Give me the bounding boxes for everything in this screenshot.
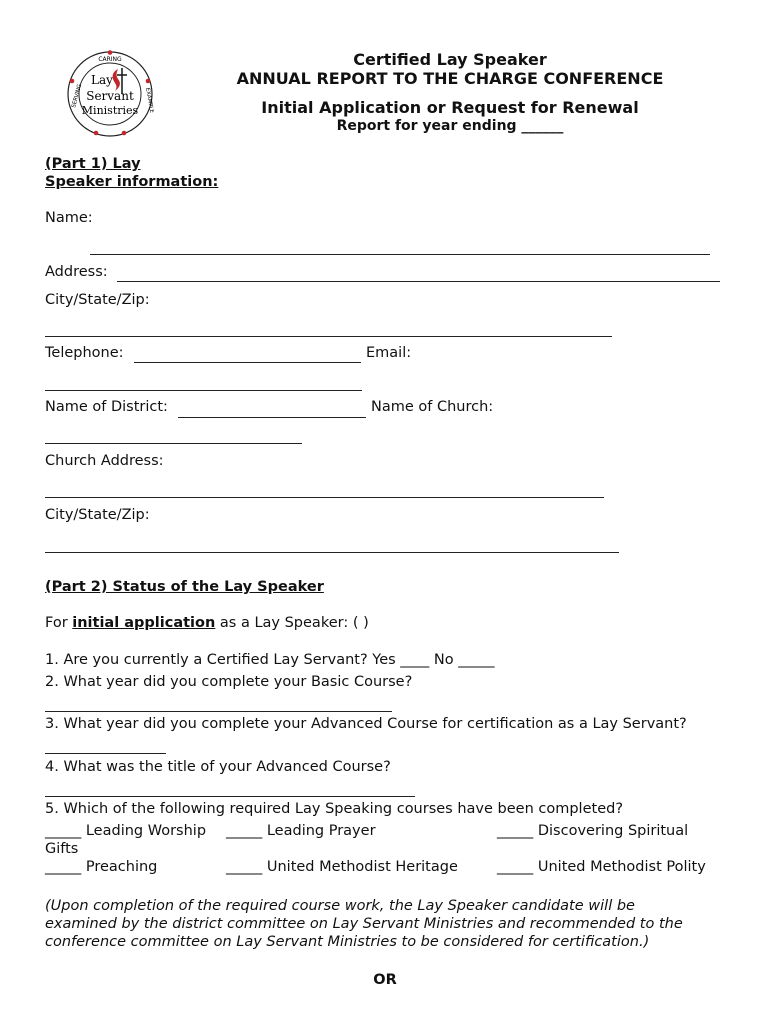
report-year: Report for year ending ______ xyxy=(336,118,564,134)
church-city-field[interactable] xyxy=(45,552,619,553)
address-label: Address: xyxy=(45,264,108,280)
logo-left-text: SERVING xyxy=(71,83,84,109)
question-2: 2. What year did you complete your Basic Course? xyxy=(45,674,413,690)
form-title: Certified Lay Speaker xyxy=(353,50,547,69)
city-label: City/State/Zip: xyxy=(45,292,150,308)
church-field[interactable] xyxy=(45,443,302,444)
address-field[interactable] xyxy=(117,281,720,282)
church-label: Name of Church: xyxy=(371,399,494,415)
course-um-polity[interactable]: _____ United Methodist Polity xyxy=(497,859,706,875)
name-field[interactable] xyxy=(90,254,710,255)
course-leading-worship[interactable]: _____ Leading Worship xyxy=(45,823,207,839)
note-line-2: examined by the district committee on Lay Servant Ministries and recommended to the xyxy=(45,916,683,932)
part2-heading: (Part 2) Status of the Lay Speaker xyxy=(45,579,324,595)
question-3-field[interactable] xyxy=(45,753,166,754)
telephone-field[interactable] xyxy=(134,362,361,363)
logo-line3: Ministries xyxy=(81,104,139,117)
church-address-label: Church Address: xyxy=(45,453,164,469)
logo-line1: Lay xyxy=(91,73,113,87)
note-line-1: (Upon completion of the required course work, the Lay Speaker candidate will be xyxy=(45,898,635,914)
logo-right-text: EXAMPLE xyxy=(144,87,154,114)
logo-top-text: CARING xyxy=(98,56,122,63)
name-label: Name: xyxy=(45,210,93,226)
email-label: Email: xyxy=(366,345,412,361)
part1-heading-line2: Speaker information: xyxy=(45,174,219,190)
telephone-label: Telephone: xyxy=(45,345,124,361)
question-4-field[interactable] xyxy=(45,796,415,797)
church-city-label: City/State/Zip: xyxy=(45,507,150,523)
course-um-heritage[interactable]: _____ United Methodist Heritage xyxy=(226,859,458,875)
course-preaching[interactable]: _____ Preaching xyxy=(45,859,158,875)
question-3: 3. What year did you complete your Advanced Course for certification as a Lay Servant? xyxy=(45,716,687,732)
course-leading-prayer[interactable]: _____ Leading Prayer xyxy=(226,823,376,839)
form-subtitle: ANNUAL REPORT TO THE CHARGE CONFERENCE xyxy=(236,69,664,88)
course-discovering-spiritual-gifts-wrap: Gifts xyxy=(45,841,79,857)
course-discovering-spiritual-gifts[interactable]: _____ Discovering Spiritual xyxy=(497,823,689,839)
or-separator: OR xyxy=(373,972,397,988)
note-line-3: conference committee on Lay Servant Ministries to be considered for certification.) xyxy=(45,934,650,950)
flame-icon xyxy=(113,69,120,91)
part1-heading-line1: (Part 1) Lay xyxy=(45,156,141,172)
logo-line2: Servant xyxy=(86,89,134,103)
question-2-field[interactable] xyxy=(45,711,392,712)
lay-servant-ministries-logo xyxy=(66,50,154,138)
district-field[interactable] xyxy=(178,417,366,418)
form-subtitle-2: Initial Application or Request for Renewal xyxy=(261,98,639,117)
church-address-field[interactable] xyxy=(45,497,604,498)
question-1: 1. Are you currently a Certified Lay Servant? Yes ____ No _____ xyxy=(45,652,495,668)
email-field[interactable] xyxy=(45,390,362,391)
district-label: Name of District: xyxy=(45,399,168,415)
question-5: 5. Which of the following required Lay Speaking courses have been completed? xyxy=(45,801,624,817)
question-4: 4. What was the title of your Advanced Course? xyxy=(45,759,391,775)
initial-application-line: For initial application as a Lay Speaker: ( ) xyxy=(45,615,369,631)
city-field[interactable] xyxy=(45,336,612,337)
